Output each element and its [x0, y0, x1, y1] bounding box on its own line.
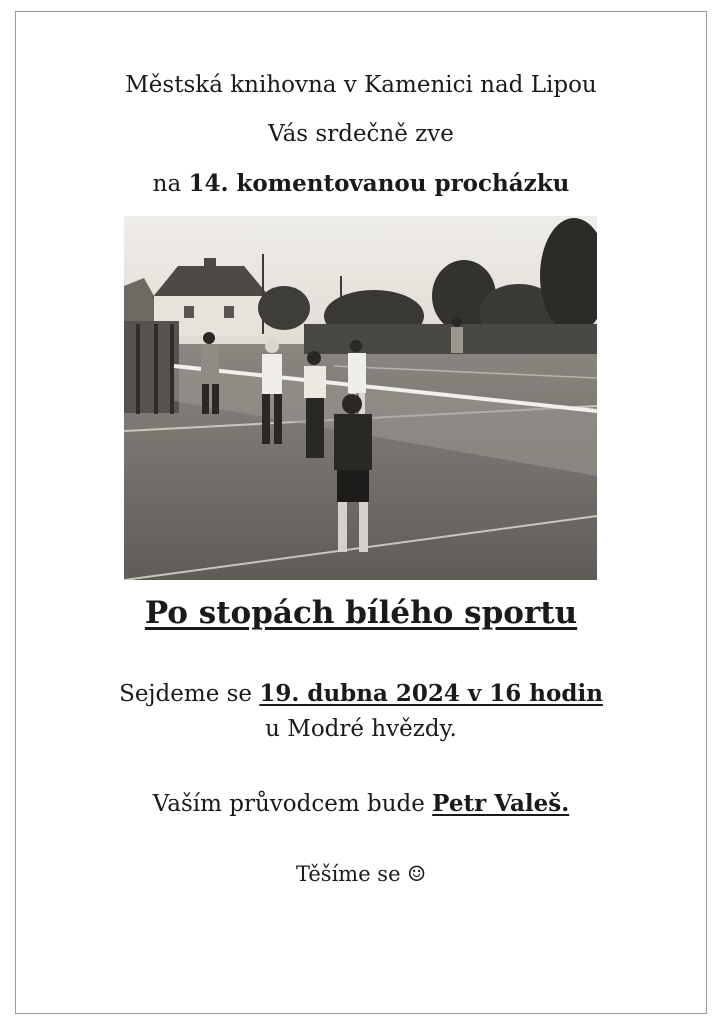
- meeting-place: u Modré hvězdy.: [265, 716, 457, 742]
- walk-prefix: na: [152, 171, 182, 197]
- closing-line: Těšíme se ☺: [295, 862, 427, 886]
- invite-line: Vás srdečně zve: [268, 121, 454, 147]
- walk-line: [0, 170, 722, 197]
- organizer-line: Městská knihovna v Kamenici nad Lipou: [125, 72, 597, 98]
- guide-prefix: Vaším průvodcem bude: [152, 791, 425, 817]
- meeting-line: [0, 680, 722, 707]
- guide-line: [0, 790, 722, 817]
- meet-prefix: Sejdeme se: [119, 681, 253, 707]
- event-date-time: 19. dubna 2024 v 16 hodin: [259, 680, 603, 707]
- historic-tennis-photo: [124, 216, 597, 580]
- event-title: Po stopách bílého sportu: [144, 595, 578, 631]
- walk-name: 14. komentovanou procházku: [188, 170, 570, 197]
- guide-name: Petr Valeš.: [432, 790, 570, 817]
